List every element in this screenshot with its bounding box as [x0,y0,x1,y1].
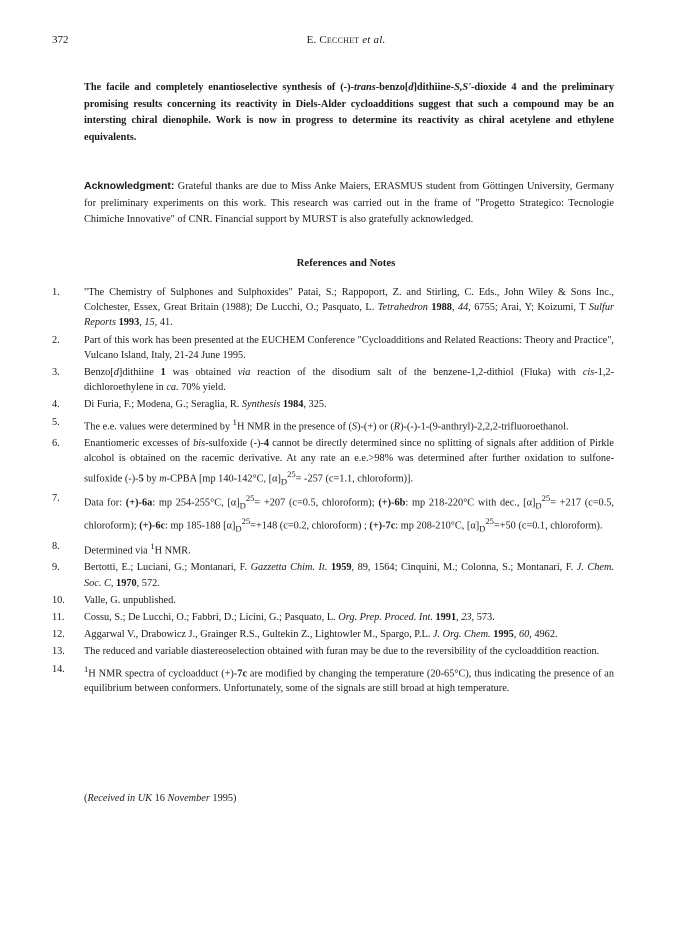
reference-number: 5. [52,416,60,428]
reference-number: 8. [52,540,60,552]
acknowledgment-text: Grateful thanks are due to Miss Anke Maiers, ERASMUS student from Göttingen University, Germany for preliminary experiments on this work. This research was carried out in the frame of "Progetto Strategico: Tecnologie Chimiche Innovative" of CNR. Financial support by MURST is also gratefully acknowledged. [84,181,614,225]
reference-item [52,644,614,659]
reference-number: 3. [52,367,60,379]
reference-item [52,436,614,489]
reference-number: 9. [52,562,60,574]
reference-item [52,627,614,642]
conclusion-paragraph: The facile and completely enantioselective synthesis of (-)-trans-benzo[d]dithiine-S,S'-dioxide 4 and the preliminary promising results concerning its reactivity in Diels-Alder cycloadditions suggest that such a compound may be an intersting chiral dienophile. Work is now in progress to determine its reactivity as chiral acetylene and ethylene equivalents. [84,82,614,143]
reference-text: Di Furia, F.; Modena, G.; Seraglia, R. Synthesis 1984, 325. [84,399,327,411]
running-head [0,34,692,46]
reference-item [52,610,614,625]
reference-number: 13. [52,646,65,658]
reference-number: 4. [52,399,60,411]
reference-text: Cossu, S.; De Lucchi, O.; Fabbri, D.; Licini, G.; Pasquato, L. Org. Prep. Proced. Int. 1991, 23, 573. [84,611,495,623]
acknowledgment-paragraph [84,178,614,229]
reference-text: Data for: (+)-6a: mp 254-255°C, $[\alpha]_D^{25}= +207$ (c=0.5, chloroform); (+)-6b: mp 218-220°C with dec., $[\alpha]_D^{25}= +217$ (c=0.5, chloroform); (+)-6c: mp 185-188 $[\alpha]_D^{25}=+148$ (c=0.2, chloroform) ; (+)-7c: mp 208-210°C, $[\alpha]_D^{25}=+50$ (c=0.1, chloroform). [84,493,614,534]
reference-item [52,662,614,697]
reference-text: The reduced and variable diastereoselection obtained with furan may be due to the reversibility of the cycloaddition reaction. [84,646,600,658]
reference-number: 1. [52,287,60,298]
received-date: (Received in UK 16 November 1995) [84,793,237,804]
reference-text: Determined via $^1$H NMR. [84,540,191,557]
reference-number: 10. [52,594,65,606]
reference-item [52,365,614,395]
reference-text: Valle, G. unpublished. [84,594,176,606]
reference-number: 12. [52,629,65,641]
reference-number: 14. [52,663,65,675]
references-list [52,285,614,698]
reference-item [52,539,614,559]
references-heading: References and Notes [296,257,396,269]
reference-text: Bertotti, E.; Luciani, G.; Montanari, F. Gazzetta Chim. It. 1959, 89, 1564; Cinquini, M.; Colonna, S.; Montanari, F. J. Chem. Soc. C, 1970, 572. [84,562,614,589]
reference-item [52,415,614,435]
reference-item [52,333,614,363]
reference-item [52,285,614,331]
running-head-suffix: et al. [362,34,386,46]
reference-text: Aggarwal V., Drabowicz J., Grainger R.S., Gultekin Z., Lightowler M., Spargo, P.L. J. Org. Chem. 1995, 60, 4962. [84,629,558,641]
running-head-author: E. Cecchet [306,34,360,46]
reference-number: 6. [52,438,60,450]
reference-text: "The Chemistry of Sulphones and Sulphoxides" Patai, S.; Rappoport, Z. and Stirling, C. Eds., John Wiley & Sons Inc., Colchester, Essex, Great Britain (1988); De Lucchi, O.; Pasquato, L. Tetrahedron 1988, 44, 6755; Arai, Y; Koizumi, T Sulfur Reports 1993, 15, 41. [84,287,614,329]
reference-text: Enantiomeric excesses of bis-sulfoxide (-)-4 cannot be directly determined since no splitting of signals after addition of Pirkle alcohol is obtained on the racemic derivative. At any rate an e.e.>98% was determined after further oxidation to sulfone-sulfoxide (-)-5 by m-CPBA [mp 140-142°C, $[\alpha]_D^{25}= -257$ (c=1.1, chloroform)]. [84,438,614,487]
reference-text: The e.e. values were determined by $^1$H NMR in the presence of (S)-(+) or (R)-(-)-1-(9-anthryl)-2,2,2-trifluoroethanol. [84,416,569,433]
reference-number: 2. [52,334,60,346]
reference-item [52,397,614,412]
reference-item [52,560,614,590]
reference-text: Part of this work has been presented at the EUCHEM Conference "Cycloadditions and Related Reactions: Theory and Practice", Vulcano Island, Italy, 21-24 June 1995. [84,334,614,361]
reference-text: Benzo[d]dithiine 1 was obtained via reaction of the disodium salt of the benzene-1,2-dithiol (Fluka) with cis-1,2-dichloroethylene in ca. 70% yield. [84,367,614,394]
reference-text: $^1$H NMR spectra of cycloadduct (+)-7c are modified by changing the temperature (20-65°C), thus indicating the presence of an equilibrium between conformers. Unfortunately, some of the signals are still broad at high temperature. [84,663,614,695]
page-number: 372 [52,34,69,46]
reference-item [52,491,614,536]
acknowledgment-title: Acknowledgment: [84,180,175,192]
reference-item [52,593,614,608]
reference-number: 11. [52,611,65,623]
reference-number: 7. [52,493,60,505]
